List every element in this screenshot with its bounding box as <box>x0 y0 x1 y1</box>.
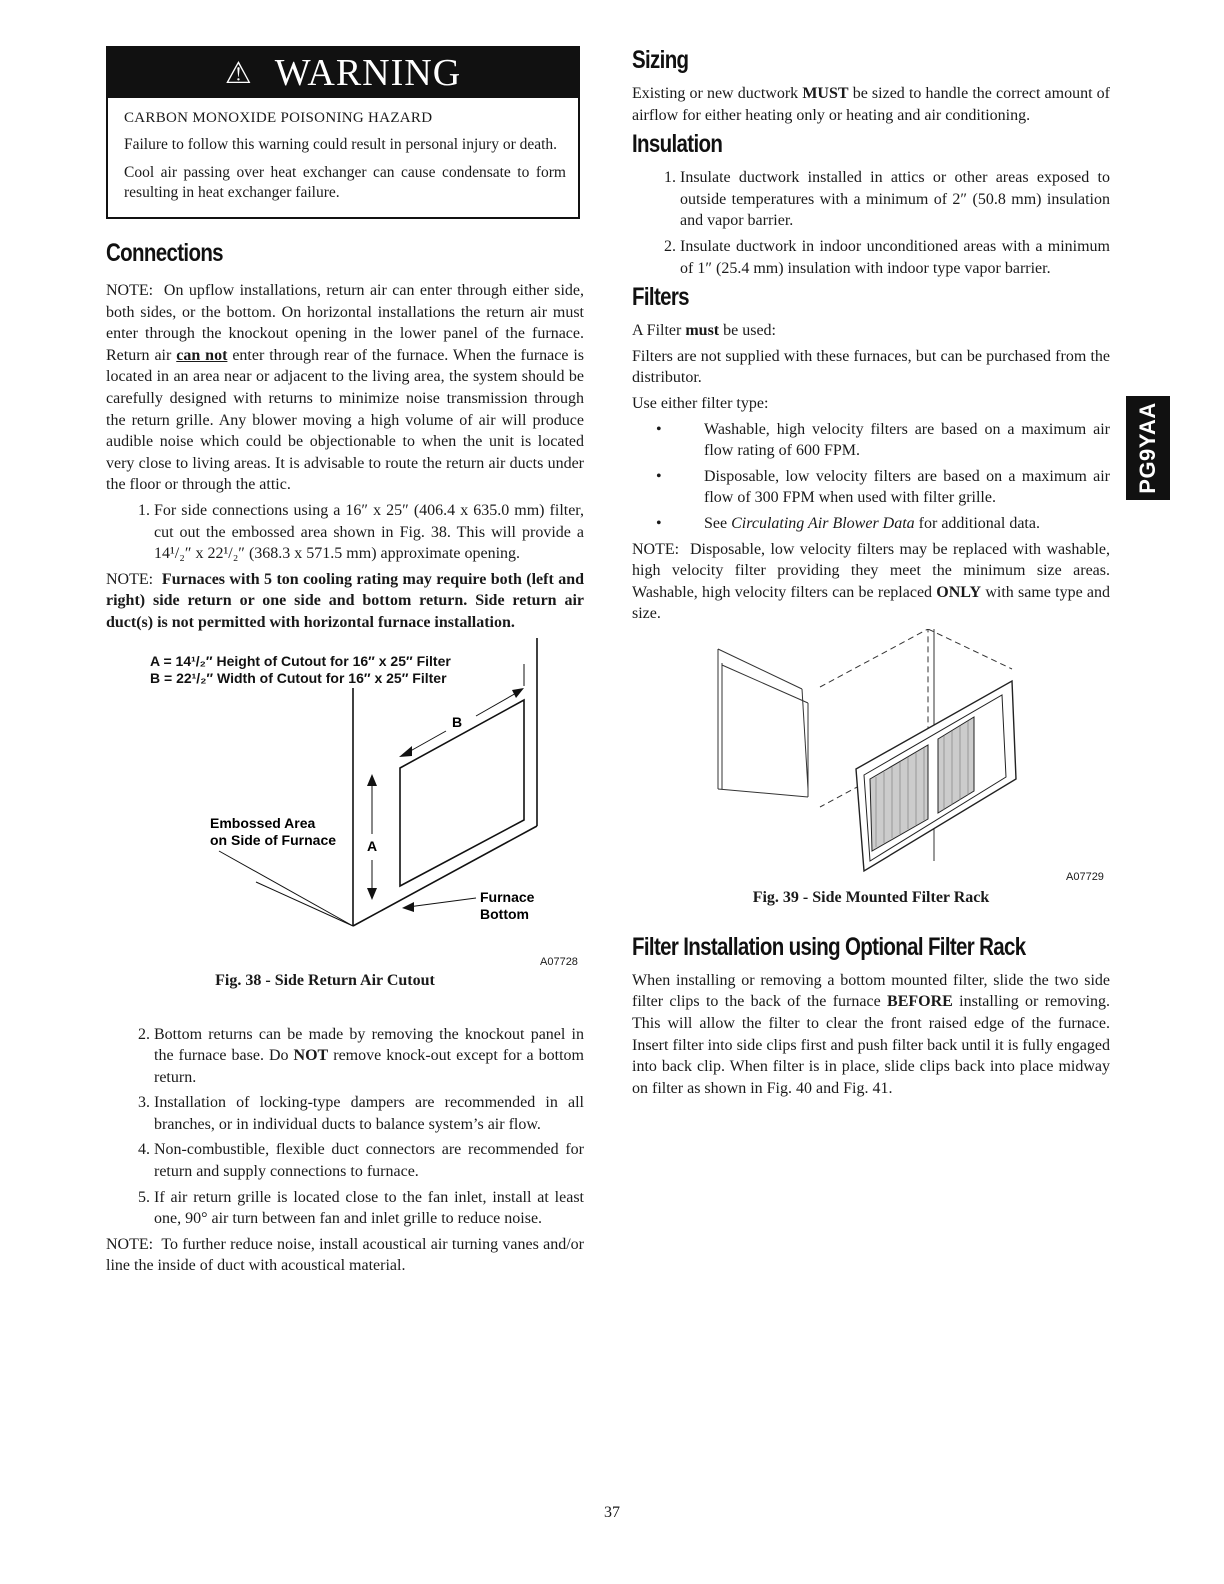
rack-text: When installing or removing a bottom mounted filter, slide the two side filter clips to the back of the furnace BEFORE installing or removing. This will allow the filter to clear the front raised edge of the furnace. Insert filter into side clips first and push filter back until it is fully engaged into back clip. When filter is in place, slide clips back into place midway on filter as shown in Fig. 40 and Fig. 41. <box>632 971 1111 1097</box>
fig-38-embossed-1: Embossed Area <box>210 814 316 831</box>
connections-steps-1 <box>106 500 584 565</box>
list-item: • Disposable, low velocity filters are based on a maximum air flow of 300 FPM when used with filter grille. <box>656 467 1110 507</box>
warning-title: WARNING <box>274 52 462 94</box>
fig-39-code: A07729 <box>1066 870 1104 883</box>
fig-39 <box>632 629 1110 929</box>
warning-line-2: Cool air passing over heat exchanger can cause condensate to form resulting in heat exchanger failure. <box>124 164 566 201</box>
fig-38-drawing <box>106 638 584 983</box>
warning-hazard: CARBON MONOXIDE POISONING HAZARD <box>124 110 433 126</box>
list-item: 2. Bottom returns can be made by removing the knockout panel in the furnace base. Do NOT remove knock-out except for a bottom return. <box>138 1025 584 1086</box>
filters-bullets <box>632 419 1110 535</box>
list-item: • See Circulating Air Blower Data for additional data. <box>656 514 1040 532</box>
filters-note: NOTE: Disposable, low velocity filters may be replaced with washable, high velocity filter providing they meet the minimum size areas. Washable, high velocity filters can be replaced ONLY with same type and size. <box>632 540 1111 623</box>
list-item: 3. Installation of locking-type dampers are recommended in all branches, or in individual ducts to balance system’s air flow. <box>138 1094 584 1133</box>
right-column <box>632 46 1110 1103</box>
fig-38-code: A07728 <box>540 955 578 968</box>
left-column <box>106 46 584 1281</box>
fig-38-caption: Fig. 38 - Side Return Air Cutout <box>215 971 435 989</box>
filters-heading: Filters <box>632 283 689 312</box>
list-item: • Washable, high velocity filters are based on a maximum air flow rating of 600 FPM. <box>656 420 1110 460</box>
connections-note-2: NOTE: Furnaces with 5 ton cooling rating may require both (left and right) side return or one side and bottom return. Side return air duct(s) is not permitted with horizontal furnace installation. <box>106 570 585 631</box>
fig-39-caption: Fig. 39 - Side Mounted Filter Rack <box>752 888 990 906</box>
warning-line-1: Failure to follow this warning could result in personal injury or death. <box>124 136 558 153</box>
fig-39-drawing <box>632 629 1110 899</box>
side-tab <box>1126 396 1170 500</box>
fig-38-embossed-2: on Side of Furnace <box>210 831 337 848</box>
sizing-heading: Sizing <box>632 46 689 74</box>
list-item: 2. Insulate ductwork in indoor unconditioned areas with a minimum of 1″ (25.4 mm) insulation with indoor type vapor barrier. <box>664 237 1110 277</box>
warning-box <box>106 46 580 219</box>
filters-use-either: Use either filter type: <box>632 394 769 412</box>
sizing-text: Existing or new ductwork MUST be sized to handle the correct amount of airflow for either heating only or heating and air conditioning. <box>632 85 1111 124</box>
list-item: 4. Non-combustible, flexible duct connectors are recommended for return and supply connections to furnace. <box>138 1141 584 1181</box>
connections-heading: Connections <box>106 239 223 267</box>
warning-triangle-icon: ⚠ <box>224 56 253 90</box>
page-number: 37 <box>604 1504 620 1521</box>
filters-must: A Filter must be used: <box>632 322 776 340</box>
insulation-heading: Insulation <box>632 130 723 159</box>
fig-38-b-tick: B <box>452 713 463 730</box>
rack-heading: Filter Installation using Optional Filter Rack <box>632 932 1026 961</box>
filters-supplied: Filters are not supplied with these furnaces, but can be purchased from the distributor. <box>632 347 1110 387</box>
fig-38-a-tick: A <box>367 837 378 854</box>
connections-note-3: NOTE: To further reduce noise, install acoustical air turning vanes and/or line the inside of duct with acoustical material. <box>106 1235 584 1275</box>
list-item: 1. For side connections using a 16″ x 25″ (406.4 x 635.0 mm) filter, cut out the embossed area shown in Fig. 38. This will provide a 14¹/₂″ x 22¹/₂″ (368.3 x 571.5 mm) approximate opening. <box>138 501 584 563</box>
fig-38-bottom-2: Bottom <box>480 905 529 922</box>
insulation-list <box>632 167 1110 279</box>
connections-note: NOTE: On upflow installations, return air can enter through either side, both sides, or the bottom. On horizontal installations the return air must enter through the knockout opening in the lower panel of the furnace. Return air can not enter through rear of the furnace. When the furnace is located in an area near or adjacent to the living area, the system should be carefully designed with returns to minimize noise transmission through the return grille. Any blower moving a high volume of air will produce audible noise which could be objectionable to when the unit is located very close to living areas. It is advisable to route the return air ducts under the floor or through the attic. <box>106 282 585 494</box>
fig-38 <box>106 638 584 1018</box>
fig-38-label-a: A = 14¹/₂″ Height of Cutout for 16″ x 25″ Filter <box>150 652 451 669</box>
list-item: 5. If air return grille is located close to the fan inlet, install at least one, 90° air turn between fan and inlet grille to reduce noise. <box>138 1188 584 1228</box>
warning-banner <box>108 48 578 98</box>
connections-steps-2 <box>106 1024 584 1230</box>
list-item: 1. Insulate ductwork installed in attics or other areas exposed to outside temperatures with a minimum of 2″ (50.8 mm) insulation and vapor barrier. <box>664 169 1110 230</box>
fig-38-bottom-1: Furnace <box>480 888 535 905</box>
fig-38-label-b: B = 22¹/₂″ Width of Cutout for 16″ x 25″ Filter <box>150 669 447 686</box>
side-tab-label: PG9YAA <box>1135 402 1160 494</box>
